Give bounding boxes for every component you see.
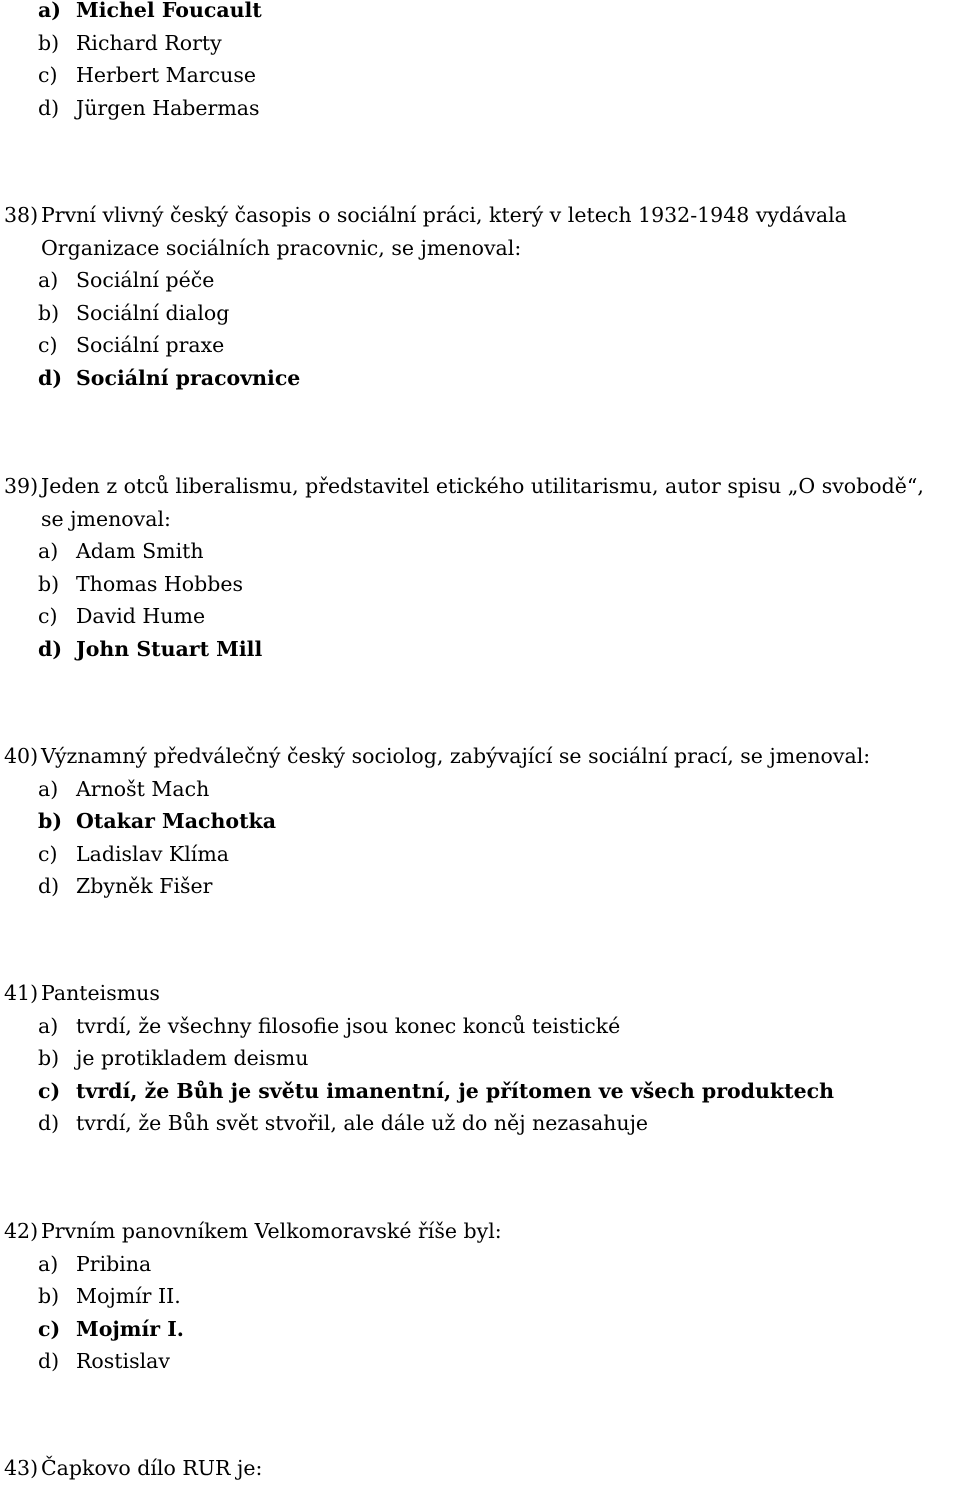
option [0, 59, 960, 92]
option-letter: b) [38, 809, 63, 834]
question-number: 41) [4, 981, 39, 1005]
option [0, 1075, 960, 1108]
option-letter: d) [38, 365, 63, 390]
option-text: Michel Foucault [76, 0, 262, 22]
option-text: Jürgen Habermas [76, 95, 260, 120]
option [0, 362, 960, 395]
question-text [0, 470, 960, 503]
question-text-line: Čapkovo dílo RUR je: [41, 1456, 263, 1480]
option-letter: d) [38, 636, 63, 661]
option-text: Zbyněk Fišer [76, 874, 213, 899]
question-text [0, 1215, 960, 1248]
option-text: Ladislav Klíma [76, 841, 229, 866]
option-letter: a) [38, 1251, 59, 1276]
option [0, 600, 960, 633]
option [0, 535, 960, 568]
option-letter: b) [38, 300, 60, 325]
option-text: Sociální praxe [76, 333, 225, 358]
question-number: 38) [4, 203, 39, 227]
question-text-line: Organizace sociálních pracovnic, se jmenoval: [41, 235, 522, 260]
option-text: John Stuart Mill [76, 636, 263, 661]
option-text: Herbert Marcuse [76, 63, 256, 88]
question-number: 43) [4, 1456, 39, 1480]
question-text-line: Panteismus [41, 981, 160, 1005]
option-text: David Hume [76, 604, 206, 629]
option [0, 1107, 960, 1140]
option-letter: b) [38, 1284, 60, 1309]
question-number: 40) [4, 744, 39, 768]
option [0, 1280, 960, 1313]
option-letter: a) [38, 268, 59, 293]
option [0, 633, 960, 666]
option-letter: c) [38, 63, 58, 88]
option-text: Pribina [76, 1251, 152, 1276]
option [0, 838, 960, 871]
option [0, 92, 960, 125]
question-text [0, 199, 960, 232]
option [0, 568, 960, 601]
option [0, 1313, 960, 1346]
option-text: tvrdí, že Bůh je světu imanentní, je přítomen ve všech produktech [76, 1078, 835, 1103]
question-39 [0, 470, 960, 666]
option-letter: a) [38, 0, 61, 22]
option [0, 264, 960, 297]
question-text [0, 232, 960, 265]
option-text: Mojmír II. [76, 1284, 181, 1309]
question-37 [0, 0, 960, 124]
option [0, 329, 960, 362]
question-number: 39) [4, 474, 39, 498]
question-text [0, 503, 960, 536]
option-text: Richard Rorty [76, 30, 222, 55]
option-letter: c) [38, 841, 58, 866]
option-letter: b) [38, 30, 60, 55]
option [0, 0, 960, 27]
option-text: Arnošt Mach [76, 776, 210, 801]
question-text-line: Jeden z otců liberalismu, představitel etického utilitarismu, autor spisu „O svobodě“, [41, 474, 924, 498]
option-text: Thomas Hobbes [76, 571, 244, 596]
option-text: Adam Smith [76, 539, 204, 564]
option-text: Rostislav [76, 1349, 170, 1374]
question-42 [0, 1215, 960, 1378]
option-letter: a) [38, 1013, 59, 1038]
option-letter: c) [38, 604, 58, 629]
option-letter: d) [38, 874, 60, 899]
question-text [0, 1452, 960, 1485]
option [0, 27, 960, 60]
option-text: Sociální pracovnice [76, 365, 301, 390]
option-text: Otakar Machotka [76, 809, 277, 834]
question-text [0, 740, 960, 773]
option [0, 805, 960, 838]
option-text: je protikladem deismu [76, 1046, 309, 1071]
question-38 [0, 199, 960, 395]
option-letter: b) [38, 1046, 60, 1071]
option-letter: a) [38, 776, 59, 801]
option-letter: b) [38, 571, 60, 596]
option-letter: c) [38, 1078, 61, 1103]
question-text-line: První vlivný český časopis o sociální práci, který v letech 1932-1948 vydávala [41, 203, 847, 227]
option-text: Sociální dialog [76, 300, 230, 325]
question-text [0, 977, 960, 1010]
option-letter: a) [38, 539, 59, 564]
option-text: Mojmír I. [76, 1316, 184, 1341]
option [0, 1010, 960, 1043]
question-number: 42) [4, 1219, 39, 1243]
option [0, 1345, 960, 1378]
question-41 [0, 977, 960, 1140]
option-letter: d) [38, 1111, 60, 1136]
option-text: Sociální péče [76, 268, 215, 293]
option [0, 1248, 960, 1281]
option [0, 870, 960, 903]
question-43 [0, 1452, 960, 1485]
question-text-line: Prvním panovníkem Velkomoravské říše byl: [41, 1219, 502, 1243]
question-40 [0, 740, 960, 903]
option-letter: c) [38, 1316, 61, 1341]
option [0, 1042, 960, 1075]
option [0, 297, 960, 330]
option-letter: d) [38, 1349, 60, 1374]
option-letter: c) [38, 333, 58, 358]
option-text: tvrdí, že všechny filosofie jsou konec konců teistické [76, 1013, 621, 1038]
option [0, 773, 960, 806]
option-text: tvrdí, že Bůh svět stvořil, ale dále už do něj nezasahuje [76, 1111, 649, 1136]
question-text-line: Významný předválečný český sociolog, zabývající se sociální prací, se jmenoval: [41, 744, 871, 768]
option-letter: d) [38, 95, 60, 120]
question-text-line: se jmenoval: [41, 506, 171, 531]
